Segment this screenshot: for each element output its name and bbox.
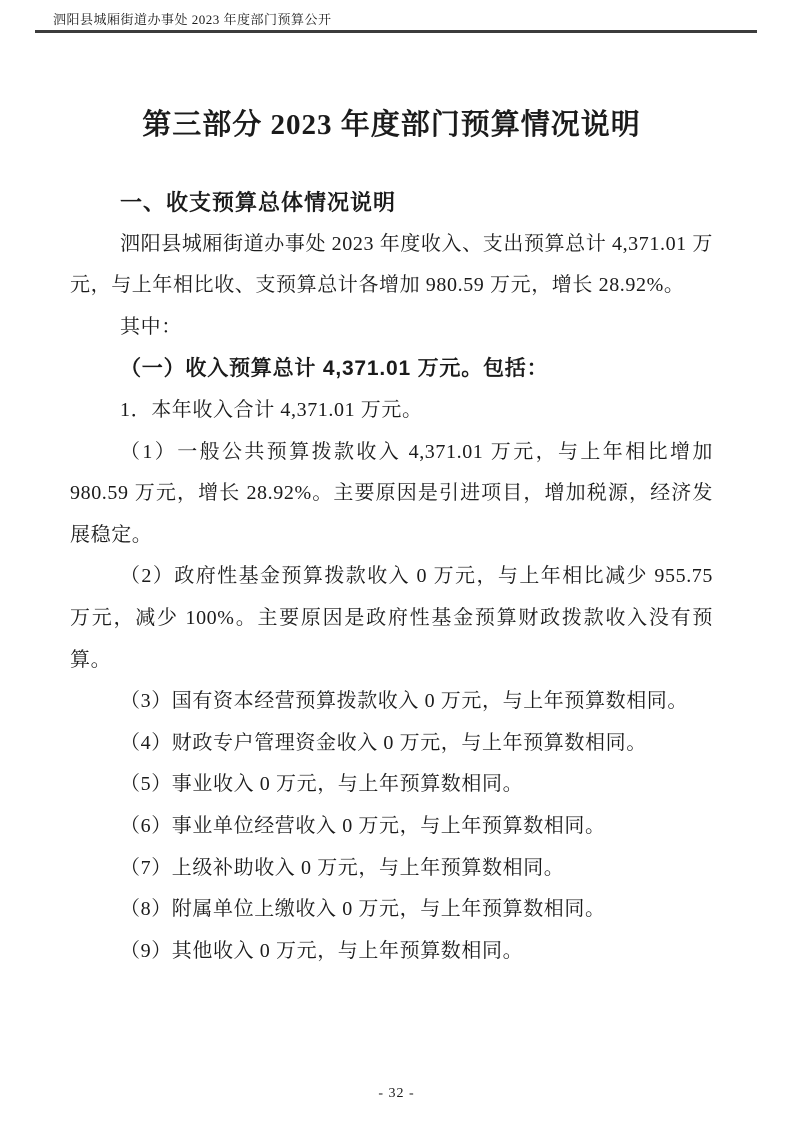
paragraph-income-item-4-fiscal-special-account: （4）财政专户管理资金收入 0 万元，与上年预算数相同。 [120, 731, 647, 754]
paragraph-budget-total: 泗阳县城厢街道办事处 2023 年度收入、支出预算总计 4,371.01 万元，与上年相比收、支预算总计各增加 980.59 万元，增长 28.92%。 [70, 232, 713, 297]
paragraph-income-item-6-institutional-operating-income: （6）事业单位经营收入 0 万元，与上年预算数相同。 [120, 814, 606, 837]
paragraph-income-item-5-institutional-income: （5）事业收入 0 万元，与上年预算数相同。 [120, 773, 524, 796]
paragraph-income-item-8-subordinate-remittance: （8）附属单位上缴收入 0 万元，与上年预算数相同。 [120, 898, 606, 921]
sub-heading-income-budget-total: （一）收入预算总计 4,371.01 万元。包括： [120, 357, 549, 381]
header-running-title: 泗阳县城厢街道办事处 2023 年度部门预算公开 [53, 12, 332, 27]
paragraph-income-item-3-state-capital: （3）国有资本经营预算拨款收入 0 万元，与上年预算数相同。 [120, 690, 688, 713]
document-body [70, 103, 713, 972]
paragraph-income-item-1-general-public-budget: （1）一般公共预算拨款收入 4,371.01 万元，与上年相比增加 980.59 万元，增长 28.92%。主要原因是引进项目，增加税源，经济发展稳定。 [70, 440, 713, 546]
paragraph-income-item-7-superior-subsidy: （7）上级补助收入 0 万元，与上年预算数相同。 [120, 856, 565, 879]
page-title: 第三部分 2023 年度部门预算情况说明 [142, 109, 641, 141]
paragraph-current-year-income: 1．本年收入合计 4,371.01 万元。 [120, 398, 423, 421]
page-number: - 32 - [378, 1086, 415, 1101]
paragraph-income-item-2-government-fund: （2）政府性基金预算拨款收入 0 万元，与上年相比减少 955.75 万元，减少 100%。主要原因是政府性基金预算财政拨款收入没有预算。 [70, 565, 713, 671]
page-header [35, 13, 757, 33]
section-heading-budget-overview: 一、收支预算总体情况说明 [120, 190, 397, 215]
paragraph-including: 其中： [120, 315, 182, 338]
page-footer [0, 1086, 793, 1102]
paragraph-income-item-9-other-income: （9）其他收入 0 万元，与上年预算数相同。 [120, 939, 524, 962]
